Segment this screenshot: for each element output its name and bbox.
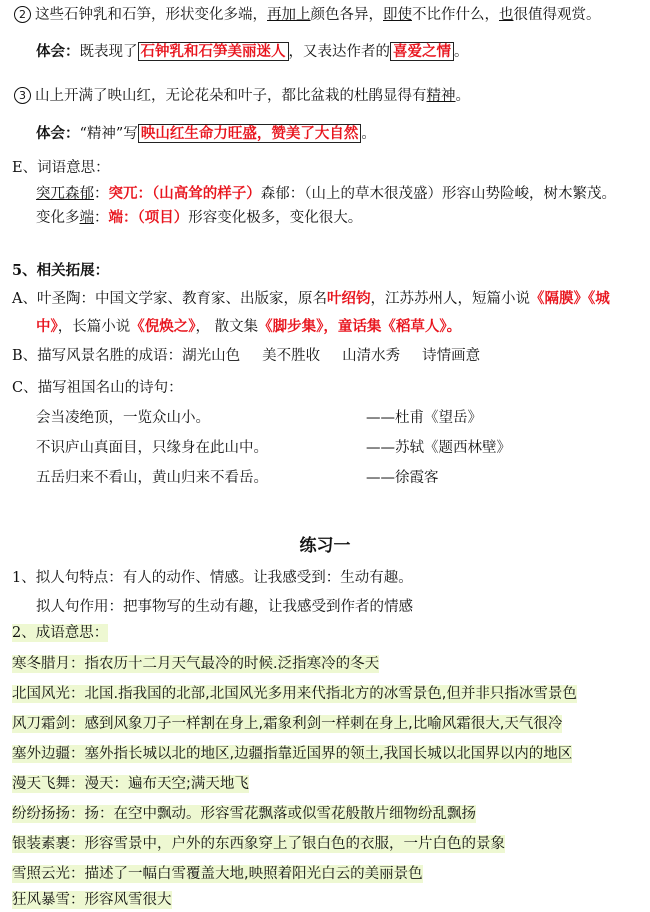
- extension-b: [12, 348, 480, 365]
- text: ， 散文集: [195, 319, 259, 335]
- text: 不比作什么，: [412, 7, 499, 23]
- vocab-word: 突兀森郁: [36, 186, 94, 202]
- question-2: [12, 625, 108, 642]
- section-e-heading: E、词语意思：: [12, 160, 110, 176]
- word-meaning-1: [36, 185, 616, 203]
- idiom-row: [12, 806, 476, 823]
- idiom-row: [12, 746, 572, 763]
- underlined-word: 精神: [426, 88, 456, 104]
- red-answer: 《隔膜》《城: [529, 290, 610, 307]
- idiom-row: [12, 686, 577, 703]
- colon: ：: [94, 210, 109, 226]
- boxed-answer: 映山红生命力旺盛，赞美了大自然: [138, 124, 362, 143]
- idiom-text: 漫天飞舞：漫天：遍布天空;满天地飞: [12, 776, 249, 792]
- idiom-text: 纷纷扬扬：扬：在空中飘动。形容雪花飘落或似雪花般散片细物纷乱飘扬: [12, 806, 476, 822]
- idiom-row: [12, 836, 505, 853]
- insight-3: [36, 125, 376, 143]
- underlined-char: 端: [79, 210, 94, 226]
- idiom-row: [12, 656, 379, 673]
- idiom-row: [12, 892, 172, 909]
- text: 很值得观赏。: [513, 7, 601, 23]
- red-answer: 《倪焕之》: [130, 318, 196, 335]
- insight-2: [36, 43, 469, 61]
- extension-c: C、描写祖国名山的诗句：: [12, 380, 183, 396]
- vocab-word: 变化多: [36, 210, 80, 226]
- poem-line: 五岳归来不看山，黄山归来不看岳。: [36, 470, 268, 486]
- question-1: 1、拟人句特点：有人的动作、情感。让我感受到：生动有趣。: [12, 570, 413, 586]
- colon: ：: [94, 186, 109, 202]
- idiom-item: 美不胜收: [262, 348, 321, 364]
- idiom-text: 北国风光：北国.指我国的北部,北国风光多用来代指北方的冰雪景色,但并非只指冰雪景色: [12, 686, 577, 702]
- section-5-heading: 5、相关拓展：: [12, 262, 110, 279]
- poem-author: ——徐霞客: [366, 470, 439, 486]
- insight-label: 体会：: [36, 43, 80, 60]
- idiom-row: [12, 866, 423, 883]
- underlined-word: 再加上: [267, 7, 311, 23]
- text: 。: [361, 126, 376, 142]
- poem-line: 不识庐山真面目，只缘身在此山中。: [36, 440, 268, 456]
- text: 这些石钟乳和石笋，形状变化多端，: [35, 7, 267, 23]
- underlined-word: 即使: [383, 7, 412, 23]
- red-answer: 中》: [36, 318, 58, 335]
- question-2-text: 2、成语意思：: [12, 625, 109, 641]
- text: “精神”写: [79, 126, 138, 142]
- text: 。: [455, 88, 470, 104]
- idiom-row: [12, 776, 249, 793]
- idiom-text: 风刀霜剑：感到风象刀子一样割在身上,霜象利剑一样刺在身上,比喻风霜很大,天气很冷: [12, 716, 563, 732]
- text: ，江苏苏州人，短篇小说: [370, 291, 530, 307]
- number-circle: 3: [14, 87, 31, 104]
- number-circle: 2: [14, 6, 31, 23]
- text: 叶圣陶：中国文学家、教育家、出版家，原名: [36, 291, 327, 307]
- poem-author: ——苏轼《题西林壁》: [366, 440, 511, 456]
- idiom-text: 寒冬腊月：指农历十二月天气最冷的时候.泛指寒冷的冬天: [12, 656, 380, 672]
- text: 既表现了: [79, 44, 138, 60]
- idiom-text: 雪照云光：描述了一幅白雪覆盖大地,映照着阳光白云的美丽景色: [12, 866, 423, 882]
- sentence-3: [14, 87, 470, 105]
- boxed-answer: 喜爱之情: [390, 42, 454, 61]
- red-answer: 《脚步集》，童话集《稻草人》。: [258, 318, 462, 335]
- text: ，又表达作者的: [288, 44, 390, 60]
- idiom-item: 诗情画意: [422, 348, 481, 364]
- idiom-text: 狂风暴雪：形容风雪很大: [12, 892, 172, 908]
- text: ，长篇小说: [57, 319, 131, 335]
- idiom-text: 银装素裹：形容雪景中，户外的东西象穿上了银白色的衣服，一片白色的景象: [12, 836, 505, 852]
- boxed-answer: 石钟乳和石笋美丽迷人: [138, 42, 289, 61]
- idiom-item: 湖光山色: [182, 348, 241, 364]
- exercise-title: 练习一: [299, 536, 351, 556]
- extension-a: [12, 290, 610, 308]
- text: B、描写风景名胜的成语：: [12, 348, 183, 364]
- sentence-2: [14, 6, 601, 24]
- poem-author: ——杜甫《望岳》: [366, 410, 482, 426]
- text: 颜色各异，: [310, 7, 383, 23]
- poem-line: 会当凌绝顶，一览众山小。: [36, 410, 210, 426]
- text: 。: [454, 44, 469, 60]
- text: 形容变化极多，变化很大。: [188, 210, 363, 226]
- extension-a-cont: [36, 318, 461, 336]
- idiom-row: [12, 716, 562, 733]
- text: 森郁：（山上的草木很茂盛）形容山势险峻，树木繁茂。: [260, 186, 616, 202]
- red-answer: 端：（项目）: [108, 209, 189, 226]
- insight-label: 体会：: [36, 125, 80, 142]
- text: 山上开满了映山红，无论花朵和叶子，都比盆栽的杜鹃显得有: [35, 88, 427, 104]
- idiom-text: 塞外边疆：塞外指长城以北的地区,边疆指靠近国界的领土,我国长城以北国界以内的地区: [12, 746, 573, 762]
- word-meaning-2: [36, 209, 362, 227]
- red-answer: 叶绍钧: [326, 290, 371, 307]
- idiom-item: 山清水秀: [342, 348, 401, 364]
- question-1-cont: 拟人句作用：把事物写的生动有趣，让我感受到作者的情感: [36, 599, 413, 615]
- item-label: A、: [12, 291, 37, 307]
- underlined-word: 也: [499, 7, 514, 23]
- red-answer: 突兀：（山高耸的样子）: [108, 185, 261, 202]
